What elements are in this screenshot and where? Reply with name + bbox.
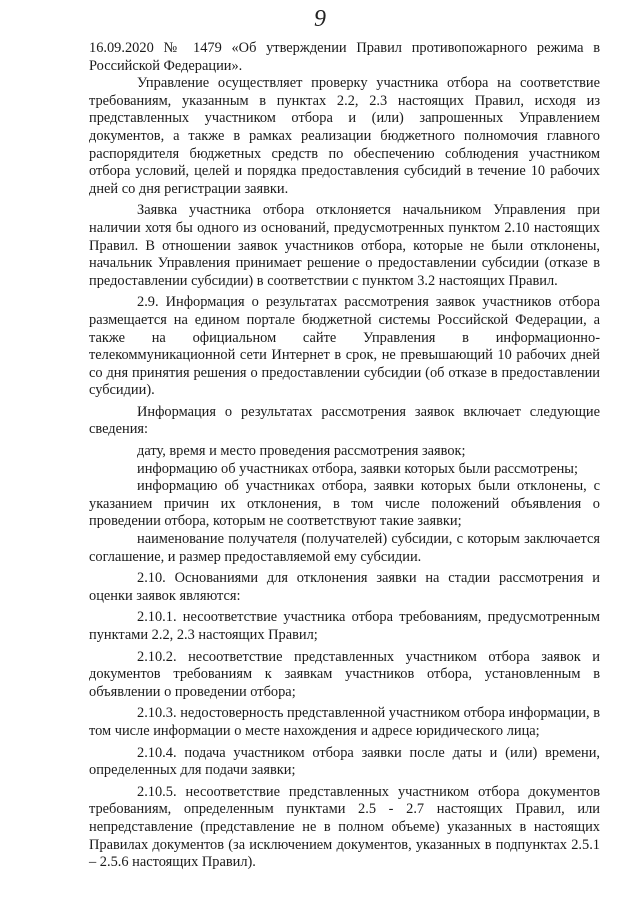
paragraph: Управление осуществляет проверку участника отбора на соответствие требованиям, указанным в пунктах 2.2, 2.3 настоящих Правил, исходя из представленных участником отбора и (или) запрошенных Управлением документов, а также в рамках реализации бюджетного полномочия главного распорядителя бюджетных средств по обеспечению соблюдения участником отбора условий, целей и порядка предоставления субсидий в течение 10 рабочих дней со дня регистрации заявки.	[89, 75, 600, 197]
list-item: дату, время и место проведения рассмотрения заявок;	[137, 443, 466, 460]
page-number: 9	[314, 6, 326, 32]
document-body	[89, 40, 600, 872]
paragraph: 2.9. Информация о результатах рассмотрения заявок участников отбора размещается на едином портале бюджетной системы Российской Федерации, а также на официальном сайте Управления в информационно-телекоммуникационной сети Интернет в срок, не превышающий 10 рабочих дней со дня принятия решения о предоставлении субсидии (об отказе в предоставлении субсидии).	[89, 294, 600, 399]
paragraph: Информация о результатах рассмотрения заявок включает следующие сведения:	[89, 403, 600, 438]
list-item: информацию об участниках отбора, заявки которых были рассмотрены;	[137, 460, 578, 477]
paragraph: 2.10.2. несоответствие представленных участником отбора заявок и документов требованиям к заявкам участников отбора, установленным в объявлении о проведении отбора;	[89, 648, 600, 700]
paragraph: 16.09.2020 № 1479 «Об утверждении Правил противопожарного режима в Российской Федерации».	[89, 40, 600, 74]
paragraph: 2.10.1. несоответствие участника отбора требованиям, предусмотренным пунктами 2.2, 2.3 настоящих Правил;	[89, 609, 600, 643]
paragraph: 2.10. Основаниями для отклонения заявки на стадии рассмотрения и оценки заявок являются:	[89, 570, 600, 604]
list-item: наименование получателя (получателей) субсидии, с которым заключается соглашение, и размер предоставляемой ему субсидии.	[89, 531, 600, 565]
paragraph: 2.10.5. несоответствие представленных участником отбора документов требованиям, определенным пунктами 2.5 - 2.7 настоящих Правил, или непредставление (представление не в полном объеме) указанных в настоящих Правилах документов (за исключением документов, указанных в подпунктах 2.5.1 – 2.5.6 настоящих Правил).	[89, 783, 600, 871]
paragraph: 2.10.3. недостоверность представленной участником отбора информации, в том числе информации о месте нахождения и адресе юридического лица;	[89, 705, 600, 739]
paragraph: 2.10.4. подача участником отбора заявки после даты и (или) времени, определенных для подачи заявки;	[89, 744, 600, 779]
paragraph: Заявка участника отбора отклоняется начальником Управления при наличии хотя бы одного из оснований, предусмотренных пунктом 2.10 настоящих Правил. В отношении заявок участников отбора, которые не были отклонены, начальник Управления принимает решение о предоставлении субсидии (отказе в предоставлении субсидии) в соответствии с пунктом 3.2 настоящих Правил.	[89, 202, 600, 289]
list-item: информацию об участниках отбора, заявки которых были отклонены, с указанием причин их отклонения, в том числе положений объявления о проведении отбора, которым не соответствуют такие заявки;	[89, 478, 600, 530]
